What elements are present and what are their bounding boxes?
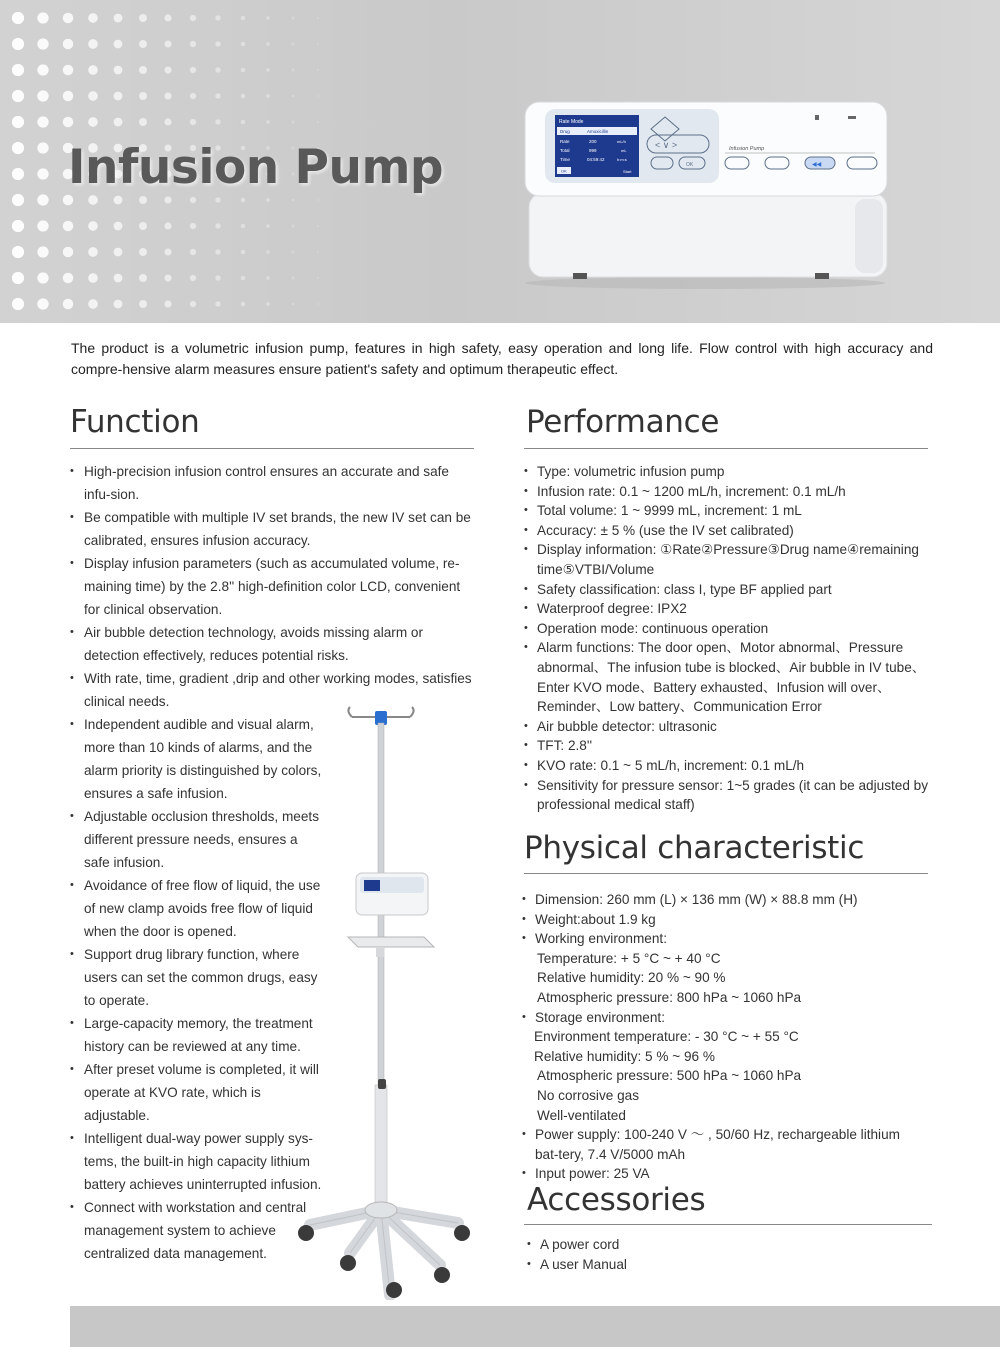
list-item: • Accuracy: ± 5 % (use the IV set calibrated) — [524, 521, 934, 541]
pump-screen-header: Rate Mode — [559, 119, 584, 125]
function-heading: Function — [70, 404, 200, 440]
list-subitem: Relative humidity: 5 % ~ 96 % — [534, 1048, 715, 1064]
pump-screen-row-value: Amoxicillin — [587, 129, 609, 134]
list-item: • Infusion rate: 0.1 ~ 1200 mL/h, increment: 0.1 mL/h — [524, 482, 934, 502]
physical-list — [522, 890, 922, 1184]
list-item: • Total volume: 1 ~ 9999 mL, increment: 1 mL — [524, 501, 934, 521]
list-item: • Alarm functions: The door open、Motor abnormal、Pressure abnormal、The infusion tube is blocked、Air bubble in IV tube、Enter KVO mode、Battery exhausted、Infusion will over、Reminder、Low battery、Communication Error — [524, 638, 934, 716]
pump-screen-row-value: 999 — [589, 148, 597, 153]
pump-ok-key: OK — [686, 162, 694, 168]
list-item: • With rate, time, gradient ,drip and other working modes, satisfies clinical needs. — [70, 667, 478, 713]
list-subitem: No corrosive gas — [537, 1087, 639, 1103]
pump-screen-row-unit: mL — [621, 148, 627, 153]
footer-bar — [70, 1306, 1000, 1347]
performance-heading: Performance — [526, 404, 720, 440]
pump-screen-row-unit: h:m:s — [617, 157, 627, 162]
list-item: • Intelligent dual-way power supply sys-tems, the built-in high capacity lithium battery achieves uninterrupted infusion. — [70, 1127, 322, 1196]
infusion-pump-image — [515, 95, 895, 295]
list-item: • Waterproof degree: IPX2 — [524, 599, 934, 619]
list-item: • Adjustable occlusion thresholds, meets different pressure needs, ensures a safe infusion. — [70, 805, 322, 874]
accessories-list — [527, 1235, 827, 1274]
svg-text:< ∨ >: < ∨ > — [655, 140, 678, 150]
list-subitem: Environment temperature: - 30 °C ~ + 55 °C — [534, 1029, 799, 1045]
list-item: • Dimension: 260 mm (L) × 136 mm (W) × 88.8 mm (H) — [522, 890, 922, 910]
list-item: • Working environment: — [522, 929, 922, 949]
list-item: • Type: volumetric infusion pump — [524, 462, 934, 482]
list-item: • After preset volume is completed, it will operate at KVO rate, which is adjustable. — [70, 1058, 322, 1127]
pump-screen-row-label: Total — [560, 148, 570, 153]
list-item: • Avoidance of free flow of liquid, the use of new clamp avoids free flow of liquid when the door is opened. — [70, 874, 322, 943]
list-subitem: Relative humidity: 20 % ~ 90 % — [537, 970, 726, 986]
performance-list — [524, 462, 934, 815]
list-item: • Connect with workstation and central management system to achieve centralized data management. — [70, 1196, 322, 1265]
list-item: • Air bubble detector: ultrasonic — [524, 717, 934, 737]
list-item: • Input power: 25 VA — [522, 1164, 922, 1184]
accessories-divider — [524, 1224, 932, 1225]
list-item: • Be compatible with multiple IV set brands, the new IV set can be calibrated, ensures infusion accuracy. — [70, 506, 478, 552]
list-item: • TFT: 2.8'' — [524, 736, 934, 756]
pump-screen-row-value: 04:59:42 — [587, 157, 605, 162]
pump-screen-row-unit: mL/h — [617, 139, 626, 144]
accessories-heading: Accessories — [527, 1182, 706, 1218]
performance-divider — [524, 448, 928, 449]
list-item: • Support drug library function, where users can set the common drugs, easy to operate. — [70, 943, 322, 1012]
pump-screen-row-label: Rate — [560, 139, 570, 144]
pump-screen-row-label: Drug — [560, 129, 570, 134]
list-subitem: Atmospheric pressure: 800 hPa ~ 1060 hPa — [537, 989, 802, 1005]
list-item: • Power supply: 100-240 V ～ , 50/60 Hz, rechargeable lithium bat-tery, 7.4 V/5000 mAh — [522, 1125, 922, 1164]
list-item: • Independent audible and visual alarm, more than 10 kinds of alarms, and the alarm priority is distinguished by colors, ensures a safe infusion. — [70, 713, 322, 805]
list-subitem: Well-ventilated — [537, 1107, 626, 1123]
pump-screen-ok: OK — [561, 168, 567, 174]
pump-brand-label: Infusion Pump — [729, 146, 765, 152]
list-item: • Safety classification: class I, type BF applied part — [524, 580, 934, 600]
physical-divider — [524, 873, 928, 874]
pump-screen-row-value: 200 — [589, 139, 597, 144]
physical-heading: Physical characteristic — [524, 830, 865, 866]
list-item: • Display information: ①Rate②Pressure③Drug name④remaining time⑤VTBI/Volume — [524, 540, 934, 579]
list-item: • High-precision infusion control ensures an accurate and safe infu-sion. — [70, 460, 478, 506]
list-item: • Weight:about 1.9 kg — [522, 910, 922, 930]
list-item: • Large-capacity memory, the treatment history can be reviewed at any time. — [70, 1012, 322, 1058]
intro-paragraph: The product is a volumetric infusion pump, features in high safety, easy operation and long life. Flow control with high accuracy and compre-hensive alarm measures ensure patient's safety and optimum therapeutic effect. — [71, 340, 933, 377]
svg-text:◀◀: ◀◀ — [812, 162, 822, 168]
list-item: • Operation mode: continuous operation — [524, 619, 934, 639]
list-item: • Display infusion parameters (such as accumulated volume, re-maining time) by the 2.8'' high-definition color LCD, convenient for clinical observation. — [70, 552, 478, 621]
list-item: • Air bubble detection technology, avoids missing alarm or detection effectively, reduces potential risks. — [70, 621, 478, 667]
list-item: • A power cord — [527, 1235, 827, 1255]
list-item: • Storage environment: — [522, 1008, 922, 1028]
list-item: • Sensitivity for pressure sensor: 1~5 grades (it can be adjusted by professional medical staff) — [524, 776, 934, 815]
function-divider — [70, 448, 474, 449]
hero-banner — [0, 0, 1000, 323]
list-subitem: Temperature: + 5 °C ~ + 40 °C — [537, 950, 721, 966]
pump-screen-row-label: Time — [560, 157, 570, 162]
iv-stand-image — [290, 705, 490, 1300]
pump-screen-start: Start — [623, 169, 632, 174]
list-subitem: Atmospheric pressure: 500 hPa ~ 1060 hPa — [537, 1068, 802, 1084]
list-item: • KVO rate: 0.1 ~ 5 mL/h, increment: 0.1 mL/h — [524, 756, 934, 776]
list-item: • A user Manual — [527, 1255, 827, 1275]
page-title: Infusion Pump — [68, 140, 444, 195]
